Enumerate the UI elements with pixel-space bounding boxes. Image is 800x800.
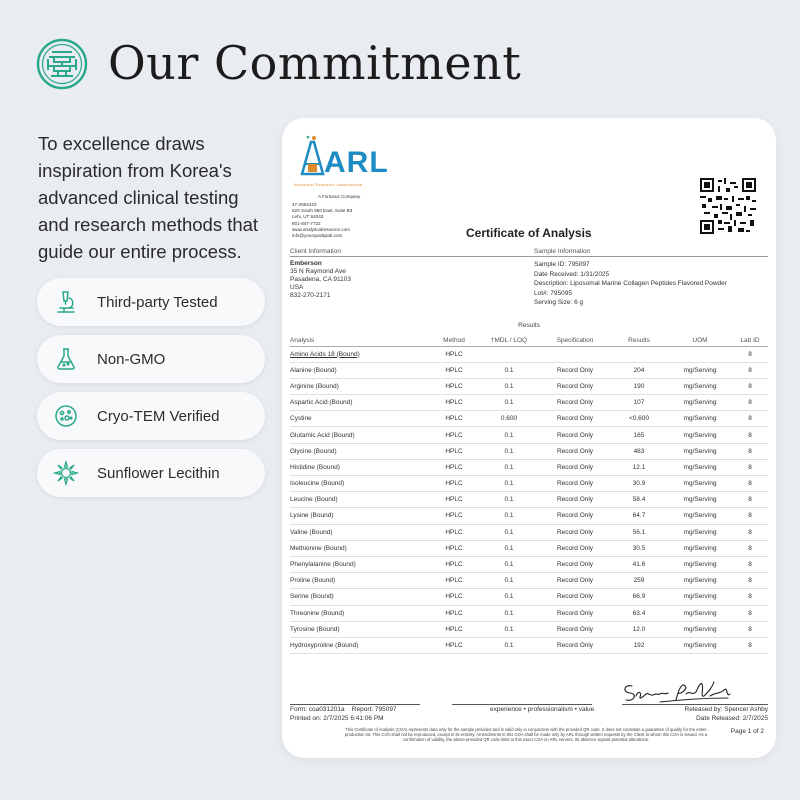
table-row [290,524,768,540]
lab-subtitle: Analytical Research Laboratories [294,182,363,187]
certificate-card [282,118,776,758]
table-cell [668,346,732,362]
table-cell: HPLC [430,476,478,492]
table-cell [610,346,668,362]
table-cell: Threonine (Bound) [290,605,430,621]
form-id: Form: coa031201a [290,706,345,713]
table-cell: HPLC [430,411,478,427]
table-cell: 0.1 [478,621,540,637]
page-title: Our Commitment [108,36,522,90]
column-header: UOM [668,335,732,346]
table-cell: mg/Serving [668,556,732,572]
table-row [290,605,768,621]
feature-label: Non-GMO [97,350,166,368]
table-cell: Record Only [540,556,610,572]
table-cell: Amino Acids 18 (Bound) [290,346,430,362]
table-cell: mg/Serving [668,395,732,411]
table-cell: 8 [732,556,768,572]
table-cell: HPLC [430,346,478,362]
table-cell: 30.9 [610,476,668,492]
table-cell: 0.1 [478,540,540,556]
table-cell: HPLC [430,443,478,459]
table-cell: 66.9 [610,589,668,605]
table-cell: mg/Serving [668,362,732,378]
feature-label: Third-party Tested [97,293,218,311]
feature-third-party-tested [37,278,265,326]
table-cell: 8 [732,411,768,427]
table-cell: Record Only [540,621,610,637]
qr-code-icon [700,178,756,234]
feature-label: Cryo-TEM Verified [97,407,220,425]
table-cell: mg/Serving [668,524,732,540]
column-header: †MDL / LOQ [478,335,540,346]
table-cell: 165 [610,427,668,443]
sunflower-icon [53,460,79,486]
table-cell: 12.1 [610,459,668,475]
table-cell: 56.1 [610,524,668,540]
table-cell: 8 [732,605,768,621]
table-cell: Arginine (Bound) [290,378,430,394]
client-phone: 832-270-2171 [290,292,331,299]
table-cell: HPLC [430,395,478,411]
page-number: Page 1 of 2 [730,728,764,735]
sample-id: Sample ID: 795097 [534,261,590,268]
client-address-line: Pasadena, CA 91103 [290,276,351,283]
table-cell: Record Only [540,362,610,378]
lab-company: A Fortunus Company [318,194,361,199]
intro-text: To excellence draws inspiration from Korea's advanced clinical testing and research methods that guide our entire process. [38,133,259,262]
client-name: Emberson [290,260,322,267]
table-cell: 8 [732,427,768,443]
table-cell: mg/Serving [668,540,732,556]
column-header: Analysis [290,335,430,346]
table-cell: Tyrosine (Bound) [290,621,430,637]
table-cell: HPLC [430,378,478,394]
table-cell: 8 [732,589,768,605]
table-cell: HPLC [430,362,478,378]
table-cell: HPLC [430,524,478,540]
feature-list [37,278,265,506]
table-cell: mg/Serving [668,411,732,427]
table-row [290,459,768,475]
table-cell: Leucine (Bound) [290,492,430,508]
table-cell: 12.0 [610,621,668,637]
table-cell: 259 [610,573,668,589]
sample-info [534,260,727,308]
table-cell: 0.1 [478,443,540,459]
certificate-footer [290,706,768,722]
table-cell: 0.1 [478,427,540,443]
sample-date-received: Date Received: 1/31/2025 [534,270,610,278]
table-cell: 8 [732,443,768,459]
table-cell: Record Only [540,427,610,443]
table-cell: 8 [732,459,768,475]
table-cell: Record Only [540,508,610,524]
table-cell: Record Only [540,411,610,427]
table-cell: mg/Serving [668,508,732,524]
client-country: USA [290,284,304,291]
report-id: Report: 795097 [351,706,397,713]
table-cell: Glycine (Bound) [290,443,430,459]
table-row [290,427,768,443]
feature-label: Sunflower Lecithin [97,464,220,482]
table-cell: mg/Serving [668,605,732,621]
table-cell [478,346,540,362]
table-cell: 0.1 [478,459,540,475]
disclaimer-text: This Certificate of Analysis (COA) represents data only for the sample provided and is valid only in conjunction with the provided QR code. It does not constitute a guarantee of quality for the entire production lot. This COA shall not be reproduced, except in its entirety. Amendments to this COA shall be made only by ARL through written requests by the Client to whom this COA is issued. As a confirmation of validity, the above-provided QR code links to this exact COA on ARL servers. Its absence signals potential alterations. [344,727,708,742]
client-address-line: 35 N Raymond Ave [290,268,346,275]
column-header: Method [430,335,478,346]
table-cell: 8 [732,395,768,411]
table-header-row [290,335,768,346]
table-cell: <0.600 [610,411,668,427]
table-cell: mg/Serving [668,459,732,475]
table-cell: HPLC [430,573,478,589]
table-cell: 8 [732,508,768,524]
table-cell: 64.7 [610,508,668,524]
table-cell: Alanine (Bound) [290,362,430,378]
table-cell: Record Only [540,524,610,540]
results-label: Results [518,322,540,329]
column-header: Results [610,335,668,346]
client-info-header: Client Information [290,248,341,255]
footer-divider [452,704,592,705]
table-row [290,476,768,492]
table-row [290,540,768,556]
table-row [290,346,768,362]
table-cell: 8 [732,492,768,508]
table-cell: Record Only [540,378,610,394]
table-row [290,621,768,637]
petri-dish-icon [53,403,79,429]
table-row [290,362,768,378]
table-cell: 63.4 [610,605,668,621]
column-header: Specification [540,335,610,346]
table-cell: 8 [732,346,768,362]
table-cell: 8 [732,378,768,394]
printed-on: Printed on: 2/7/2025 6:41:06 PM [290,715,384,722]
table-cell: HPLC [430,621,478,637]
table-cell: Glutamic Acid (Bound) [290,427,430,443]
table-row [290,395,768,411]
flask-icon [53,346,79,372]
table-cell: 0.1 [478,492,540,508]
table-cell: Valine (Bound) [290,524,430,540]
feature-cryo-tem-verified [37,392,265,440]
table-cell: Isoleucine (Bound) [290,476,430,492]
table-cell: 0.1 [478,362,540,378]
table-cell: Record Only [540,492,610,508]
table-row [290,637,768,653]
sample-description: Description: Liposomal Marine Collagen Peptides Flavored Powder [534,280,727,288]
table-cell: Histidine (Bound) [290,459,430,475]
column-header: Lab ID [732,335,768,346]
table-cell: HPLC [430,459,478,475]
sample-lot: Lot#: 795095 [534,289,572,297]
footer-tagline: experience • professionalism • value [490,706,595,713]
table-row [290,589,768,605]
date-released: Date Released: 2/7/2025 [696,715,768,722]
table-cell: 30.5 [610,540,668,556]
table-cell: HPLC [430,540,478,556]
table-cell: 192 [610,637,668,653]
table-cell: Phenylalanine (Bound) [290,556,430,572]
table-cell: 0.1 [478,508,540,524]
table-row [290,411,768,427]
table-row [290,508,768,524]
table-cell: 8 [732,524,768,540]
table-cell: HPLC [430,556,478,572]
table-cell: 0.1 [478,395,540,411]
feature-non-gmo [37,335,265,383]
table-cell: mg/Serving [668,637,732,653]
table-cell: HPLC [430,492,478,508]
table-row [290,573,768,589]
table-cell: 0.1 [478,637,540,653]
table-cell: Hydroxyproline (Bound) [290,637,430,653]
results-body [290,346,768,654]
sample-serving-size: Serving Size: 6 g [534,299,584,307]
certificate-title: Certificate of Analysis [466,226,592,240]
table-cell: Record Only [540,459,610,475]
table-cell: HPLC [430,427,478,443]
table-cell: Record Only [540,637,610,653]
table-cell: 8 [732,362,768,378]
table-cell: mg/Serving [668,378,732,394]
arl-logo-text: ARL [324,146,389,179]
table-cell: mg/Serving [668,573,732,589]
table-cell: 0.600 [478,411,540,427]
table-cell: mg/Serving [668,427,732,443]
table-cell: HPLC [430,508,478,524]
table-cell: mg/Serving [668,621,732,637]
table-cell: 0.1 [478,524,540,540]
table-cell: 0.1 [478,605,540,621]
table-row [290,378,768,394]
table-cell: 8 [732,540,768,556]
table-cell: 0.1 [478,556,540,572]
table-cell: HPLC [430,605,478,621]
brand-emblem-icon [36,38,88,90]
table-cell: 0.1 [478,589,540,605]
feature-sunflower-lecithin [37,449,265,497]
table-cell: mg/Serving [668,492,732,508]
results-table [290,335,768,654]
microscope-icon [53,289,79,315]
table-cell: 0.1 [478,573,540,589]
table-cell: mg/Serving [668,476,732,492]
client-info [290,260,534,308]
sample-info-header: Sample Information [534,248,591,255]
table-cell: 0.1 [478,476,540,492]
table-row [290,443,768,459]
table-cell: Serine (Bound) [290,589,430,605]
table-cell: Record Only [540,443,610,459]
table-cell: Lysine (Bound) [290,508,430,524]
table-cell: 41.6 [610,556,668,572]
table-cell: 8 [732,573,768,589]
table-cell: Cystine [290,411,430,427]
table-row [290,492,768,508]
table-cell: Proline (Bound) [290,573,430,589]
info-section [290,248,768,308]
table-cell [540,346,610,362]
table-cell: 58.4 [610,492,668,508]
table-cell: Record Only [540,540,610,556]
table-cell: HPLC [430,637,478,653]
table-cell: 8 [732,621,768,637]
table-cell: 190 [610,378,668,394]
signature-image [620,678,740,706]
table-cell: 107 [610,395,668,411]
table-cell: Record Only [540,395,610,411]
footer-divider [622,704,768,705]
footer-divider [290,704,420,705]
lab-address: 47-2654223 520 South 850 East, Suite B3 Lehi, UT 84043 801-847-7722 www.analyticalresource.com info@yourqualitylab.com [292,202,353,239]
table-cell: Record Only [540,476,610,492]
table-cell: mg/Serving [668,443,732,459]
table-cell: Aspartic Acid (Bound) [290,395,430,411]
table-cell: 483 [610,443,668,459]
table-cell: Record Only [540,589,610,605]
table-cell: 204 [610,362,668,378]
table-cell: Methionine (Bound) [290,540,430,556]
table-cell: 8 [732,637,768,653]
released-by: Released by: Spencer Ashby [684,706,768,713]
table-cell: mg/Serving [668,589,732,605]
table-row [290,556,768,572]
table-cell: 0.1 [478,378,540,394]
table-cell: HPLC [430,589,478,605]
table-cell: Record Only [540,605,610,621]
table-cell: Record Only [540,573,610,589]
table-cell: 8 [732,476,768,492]
